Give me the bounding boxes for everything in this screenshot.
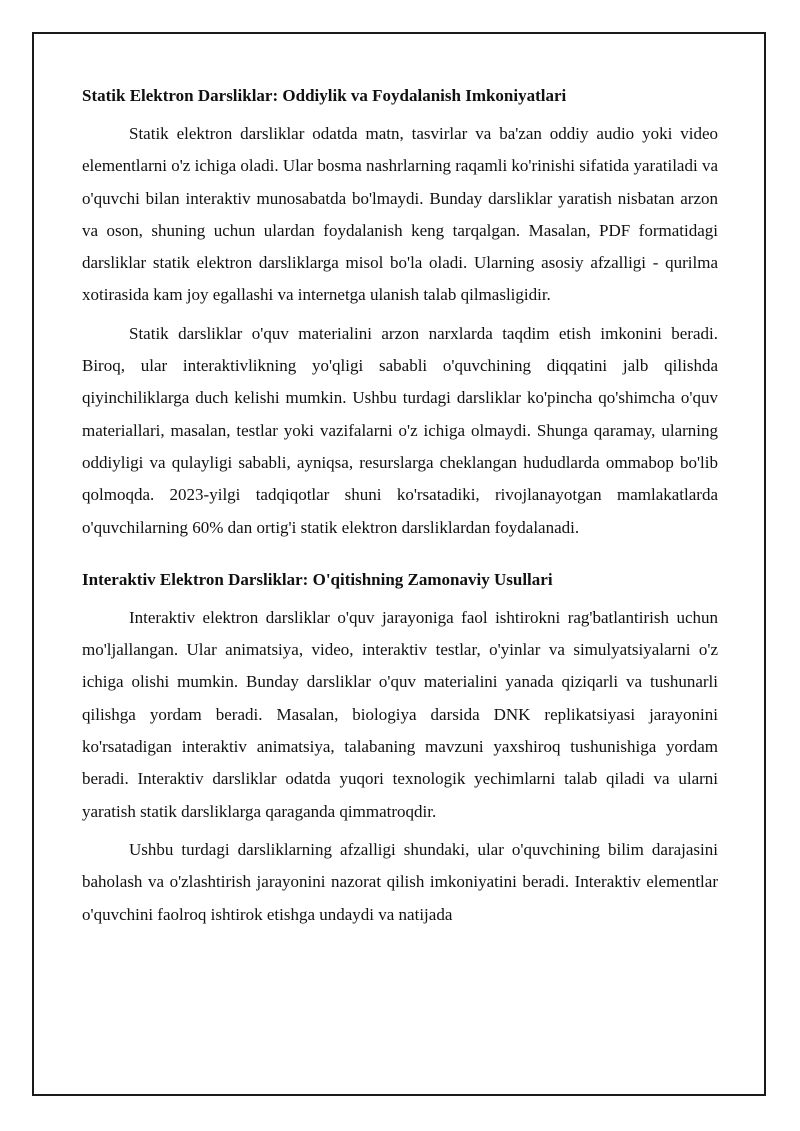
paragraph: Statik darsliklar o'quv materialini arzon narxlarda taqdim etish imkonini beradi. Biroq, ular interaktivlikning yo'qligi sababli o'quvchining diqqatini jalb qilishda qiyinchiliklarga duch kelishi mumkin. Ushbu turdagi darsliklar ko'pincha qo'shimcha o'quv materiallari, masalan, testlar yoki vazifalarni o'z ichiga olmaydi. Shunga qaramay, ularning oddiyligi va qulayligi sababli, ayniqsa, resurslarga cheklangan hududlarda ommabop bo'lib qolmoqda. 2023-yilgi tadqiqotlar shuni ko'rsatadiki, rivojlanayotgan mamlakatlarda o'quvchilarning 60% dan ortig'i statik elektron darsliklardan foydalanadi. xyxy=(82,323,718,537)
section-heading: Statik Elektron Darsliklar: Oddiylik va Foydalanish Imkoniyatlari xyxy=(82,86,567,105)
section-heading: Interaktiv Elektron Darsliklar: O'qitishning Zamonaviy Usullari xyxy=(82,569,553,589)
paragraph: Ushbu turdagi darsliklarning afzalligi shundaki, ular o'quvchining bilim darajasini baholash va o'zlashtirish jarayonini nazorat qilish imkoniyatini beradi. Interaktiv elementlar o'quvchini faolroq ishtirok etishga undaydi va natijada xyxy=(82,839,718,924)
paragraph: Statik elektron darsliklar odatda matn, tasvirlar va ba'zan oddiy audio yoki video elementlarni o'z ichiga oladi. Ular bosma nashrlarning raqamli ko'rinishi sifatida yaratiladi va o'quvchi bilan interaktiv munosabatda bo'lmaydi. Bunday darsliklar yaratish nisbatan arzon va oson, shuning uchun ulardan foydalanish keng tarqalgan. Masalan, PDF formatidagi darsliklar statik elektron darsliklarga misol bo'la oladi. Ularning asosiy afzalligi - qurilma xotirasida kam joy egallashi va internetga ulanish talab qilmasligidir. xyxy=(82,124,718,305)
section-spacer xyxy=(82,550,718,568)
section-interactive-textbooks xyxy=(82,568,718,931)
document-body xyxy=(82,84,718,937)
paragraph: Interaktiv elektron darsliklar o'quv jarayoniga faol ishtirokni rag'batlantirish uchun mo'ljallangan. Ular animatsiya, video, interaktiv testlar, o'yinlar va simulyatsiyalarni o'z ichiga olishi mumkin. Bunday darsliklar o'quv materialini yanada qiziqarli va tushunarli qilishga yordam beradi. Masalan, biologiya darsida DNK replikatsiyasi jarayonini ko'rsatadigan interaktiv animatsiya, talabaning mavzuni yaxshiroq tushunishiga yordam beradi. Interaktiv darsliklar odatda yuqori texnologik yechimlarni talab qiladi va ularni yaratish statik darsliklarga qaraganda qimmatroqdir. xyxy=(82,607,718,821)
section-static-textbooks xyxy=(82,84,718,544)
